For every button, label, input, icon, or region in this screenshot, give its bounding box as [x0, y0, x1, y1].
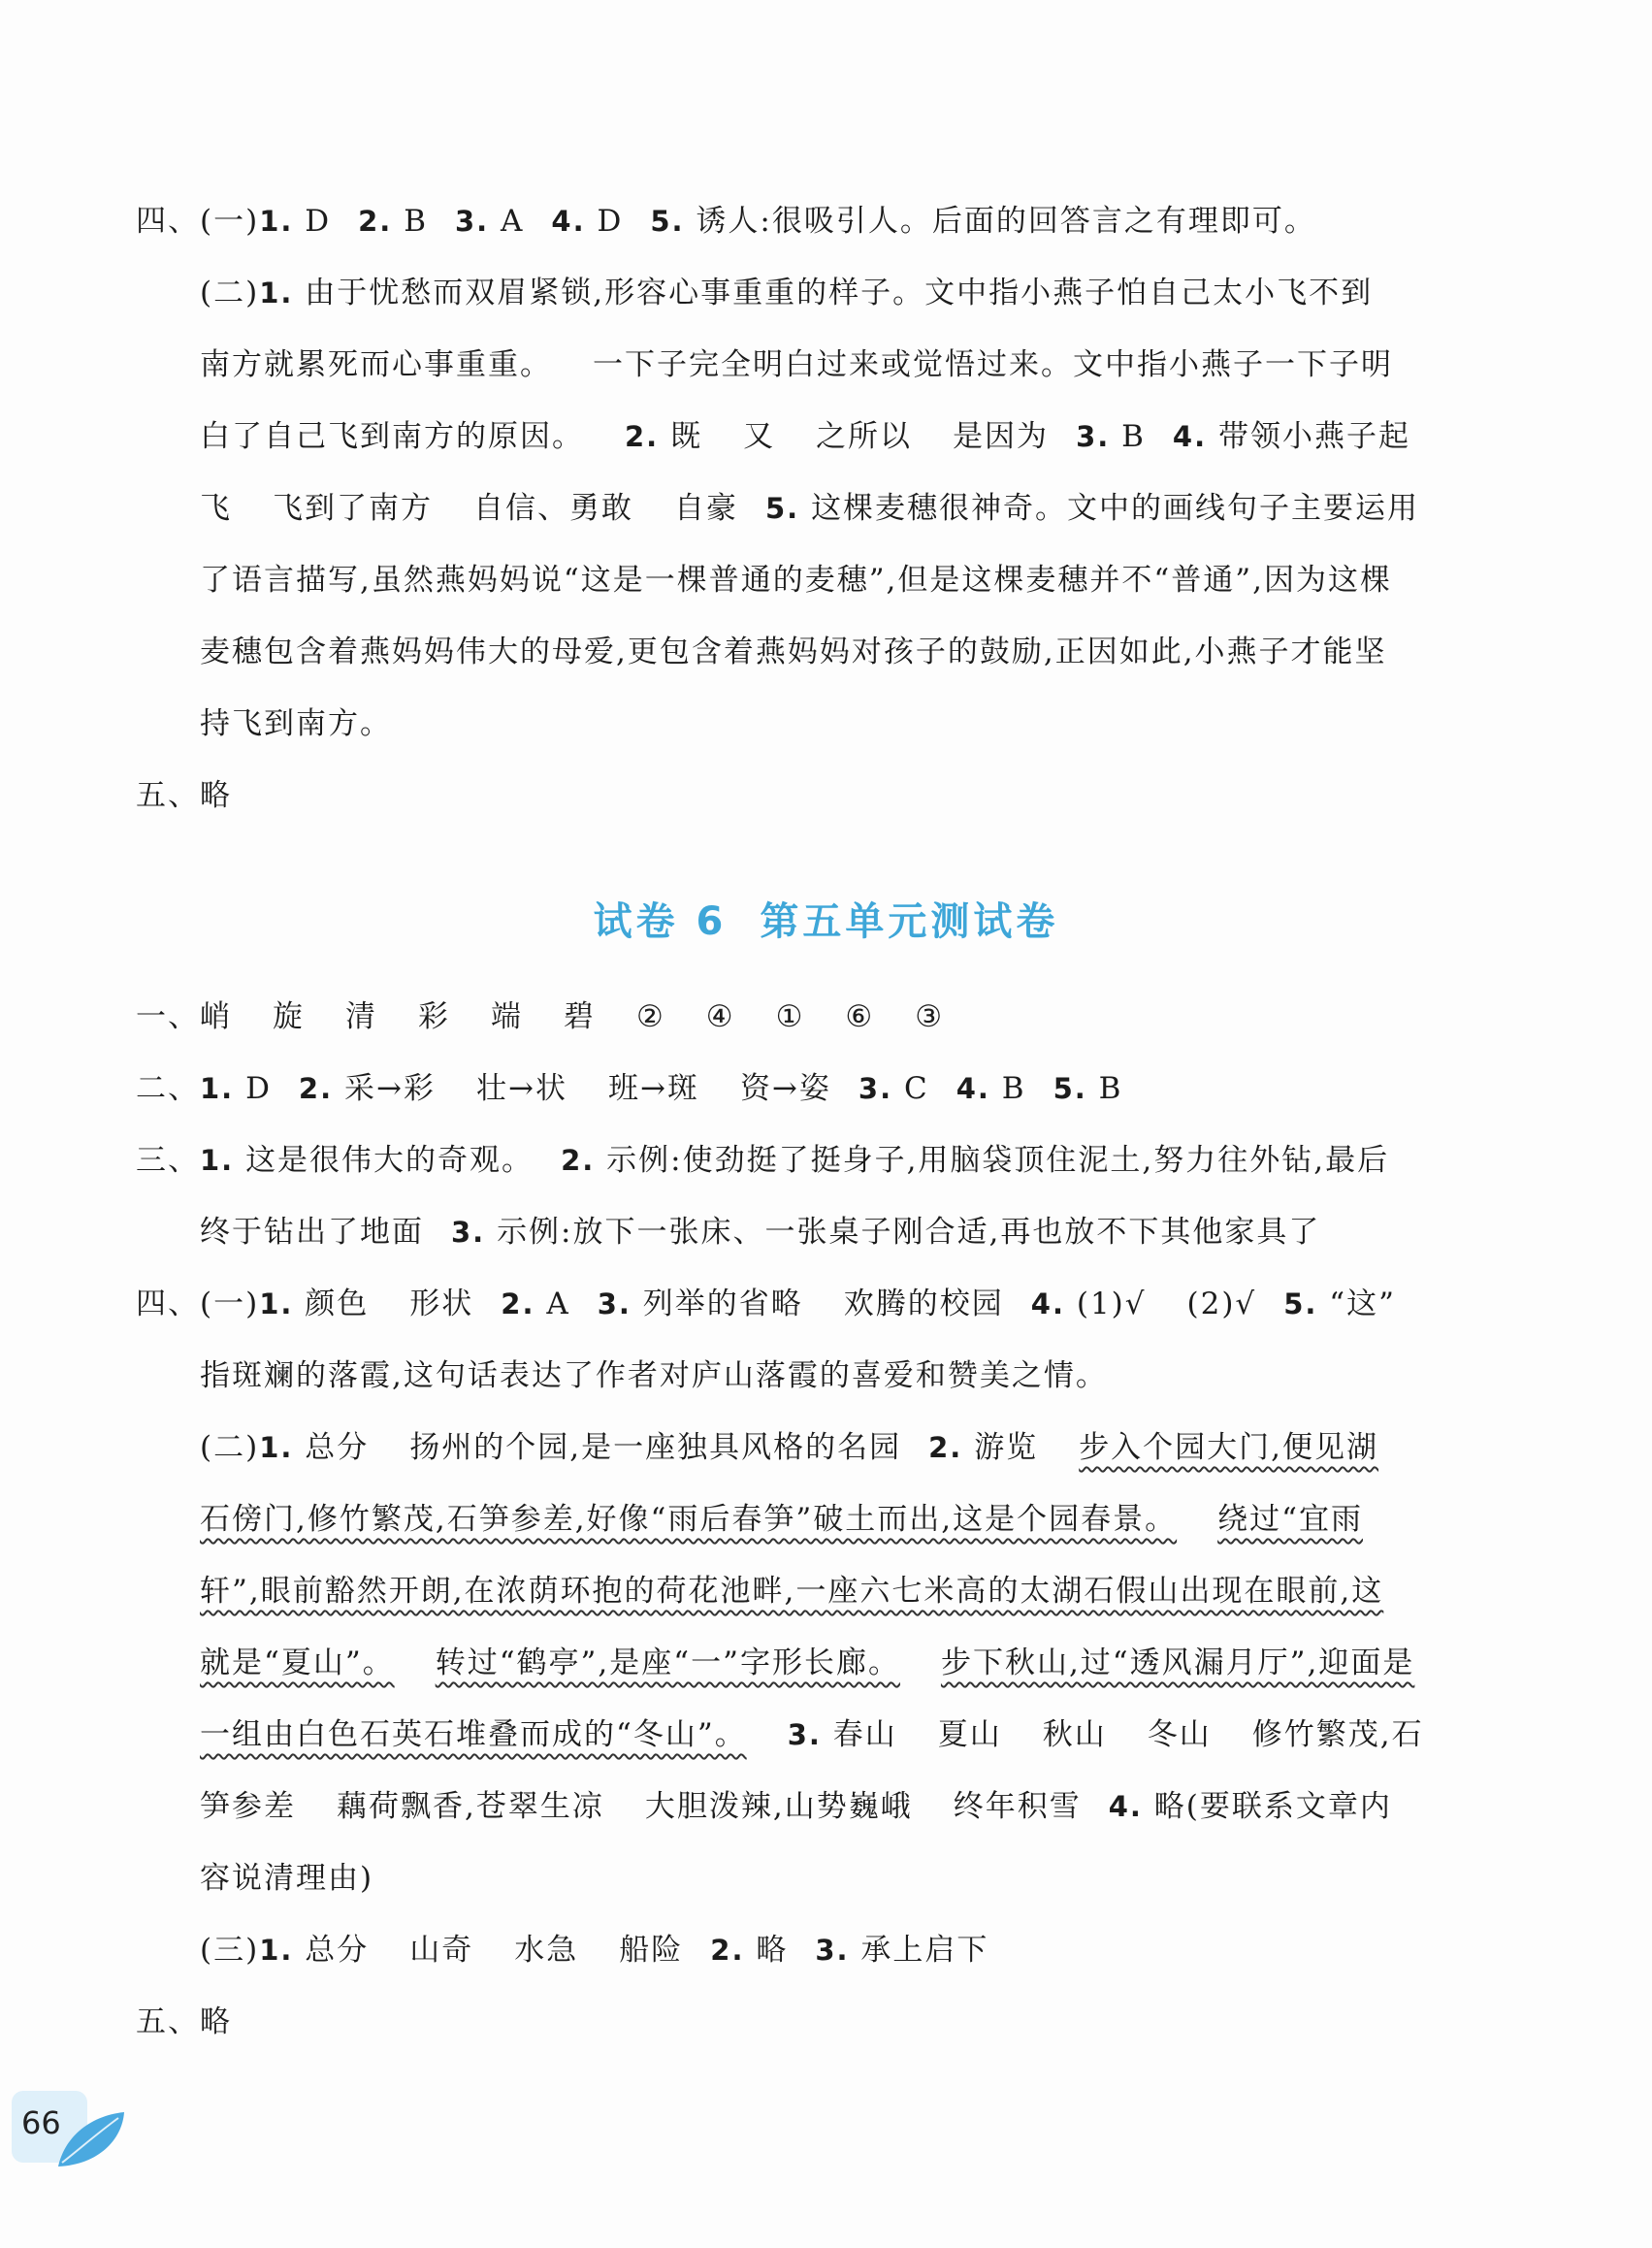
question-4-2-l6: 笋参差 藕荷飘香,苍翠生凉 大胆泼辣,山势巍峨 终年积雪 4. 略(要联系文章内: [200, 1789, 1392, 1824]
question-4-1: 四、(一)1. 颜色 形状 2. A 3. 列举的省略 欢腾的校园 4. (1)√ (2)√ 5. “这”: [136, 1287, 1396, 1321]
underlined-quote: 步入个园大门,便见湖: [1079, 1430, 1379, 1465]
question-4-2-l4: 就是“夏山”。 转过“鹤亭”,是座“一”字形长廊。 步下秋山,过“透风漏月厅”,迎面是: [200, 1645, 1415, 1680]
leaf-icon: [54, 2110, 128, 2174]
line-4-5: 飞 飞到了南方 自信、勇敢 自豪 5. 这棵麦穗很神奇。文中的画线句子主要运用: [200, 491, 1420, 526]
line-4-3: 南方就累死而心事重重。 一下子完全明白过来或觉悟过来。文中指小燕子一下子明: [200, 347, 1393, 382]
question-3: 三、1. 这是很伟大的奇观。 2. 示例:使劲挺了挺身子,用脑袋顶住泥土,努力往外钻,最后: [136, 1143, 1390, 1178]
question-5: 五、略: [136, 2004, 232, 2039]
question-4-2-l3: 轩”,眼前豁然开朗,在浓荫环抱的荷花池畔,一座六七米高的太湖石假山出现在眼前,这: [200, 1574, 1384, 1609]
question-2: 二、1. D 2. 采→彩 壮→状 班→斑 资→姿 3. C 4. B 5. B: [136, 1071, 1123, 1106]
line-4-8: 持飞到南方。: [200, 706, 392, 741]
question-4-3: (三)1. 总分 山奇 水急 船险 2. 略 3. 承上启下: [200, 1933, 989, 1968]
question-1: 一、峭 旋 清 彩 端 碧 ② ④ ① ⑥ ③: [136, 999, 944, 1034]
line-4-2: (二)1. 由于忧愁而双眉紧锁,形容心事重重的样子。文中指小燕子怕自己太小飞不到: [200, 276, 1374, 310]
line-4-4: 白了自己飞到南方的原因。 2. 既 又 之所以 是因为 3. B 4. 带领小燕子起: [200, 419, 1410, 454]
line-4-7: 麦穗包含着燕妈妈伟大的母爱,更包含着燕妈妈对孩子的鼓励,正因如此,小燕子才能坚: [200, 635, 1387, 669]
question-3-cont: 终于钻出了地面 3. 示例:放下一张床、一张桌子刚合适,再也放不下其他家具了: [200, 1215, 1321, 1250]
question-4-2-l5: 一组由白色石英石堆叠而成的“冬山”。 3. 春山 夏山 秋山 冬山 修竹繁茂,石: [200, 1717, 1424, 1752]
page-number: 66: [21, 2104, 61, 2141]
page-number-badge: [0, 2091, 136, 2178]
question-head: 四、(一): [136, 204, 260, 239]
question-4-2-l7: 容说清理由): [200, 1861, 374, 1896]
question-4-2: (二)1. 总分 扬州的个园,是一座独具风格的名园 2. 游览 步入个园大门,便见湖: [200, 1430, 1379, 1465]
line-4-1: 四、(一)1. D 2. B 3. A 4. D 5. 诱人:很吸引人。后面的回答言之有理即可。: [136, 204, 1316, 239]
section-title: 试卷 6 第五单元测试卷: [593, 899, 1059, 944]
line-4-6: 了语言描写,虽然燕妈妈说“这是一棵普通的麦穗”,但是这棵麦穗并不“普通”,因为这棵: [200, 563, 1392, 598]
line-5: 五、略: [136, 778, 232, 813]
question-4-2-l2: 石傍门,修竹繁茂,石笋参差,好像“雨后春笋”破土而出,这是个园春景。 绕过“宜雨: [200, 1502, 1363, 1537]
question-4-1-cont: 指斑斓的落霞,这句话表达了作者对庐山落霞的喜爱和赞美之情。: [200, 1358, 1108, 1393]
